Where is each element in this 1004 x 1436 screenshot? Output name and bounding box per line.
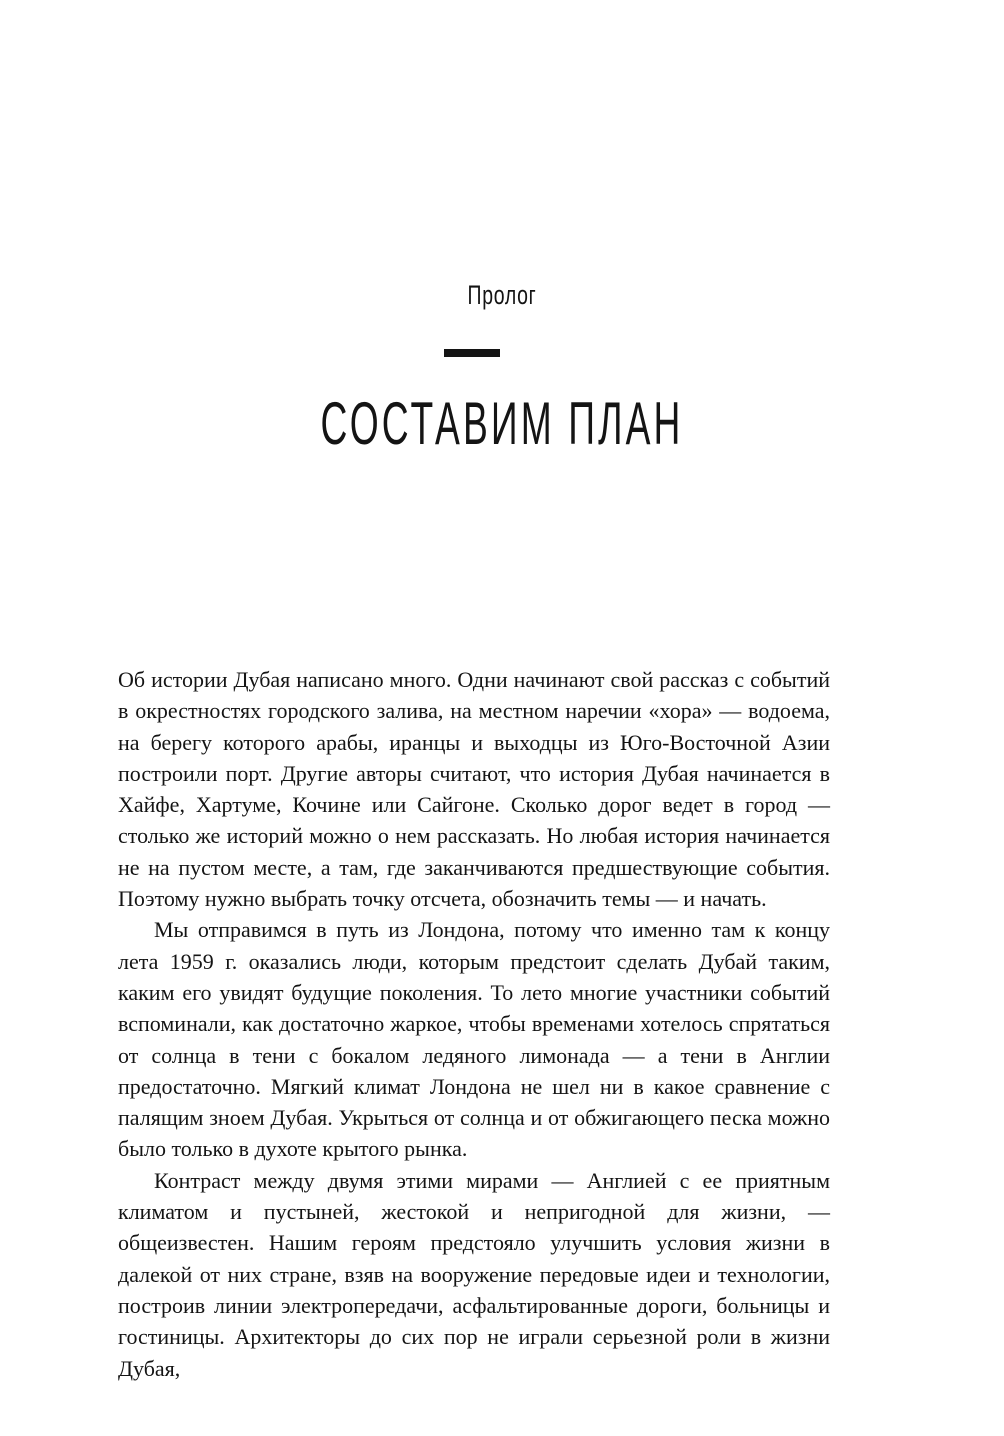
- paragraph-3: Контраст между двумя этими мирами — Англией с ее приятным климатом и пустыней, жестокой и непригодной для жизни, — общеизвестен. Нашим героям предстояло улучшить условия жизни в далекой от них стране, взяв на вооружение передовые идеи и технологии, построив линии электропередачи, асфальтированные дороги, больницы и гостиницы. Архитекторы до сих пор не играли серьезной роли в жизни Дубая,: [118, 1167, 830, 1381]
- body-text: [118, 664, 830, 1384]
- chapter-label: Пролог: [467, 280, 537, 310]
- paragraph-1: Об истории Дубая написано много. Одни начинают свой рассказ с событий в окрестностях городского залива, на местном наречии «хора» — водоема, на берегу которого арабы, иранцы и выходцы из Юго-Восточной Азии построили порт. Другие авторы считают, что история Дубая начинается в Хайфе, Хартуме, Кочине или Сайгоне. Сколько дорог ведет в город — столько же историй можно о нем рассказать. Но любая история начинается не на пустом месте, а там, где заканчиваются предшествующие события. Поэтому нужно выбрать точку отсчета, обозначить темы — и начать.: [118, 667, 830, 912]
- chapter-title: СОСТАВИМ ПЛАН: [320, 390, 684, 457]
- title-rule: [444, 349, 500, 357]
- paragraph-2: Мы отправимся в путь из Лондона, потому что именно там к концу лета 1959 г. оказались люди, которым предстоит сделать Дубай таким, каким его увидят будущие поколения. То лето многие участники событий вспоминали, как достаточно жаркое, чтобы временами хотелось спрятаться от солнца в тени с бокалом ледяного лимонада — а тени в Англии предостаточно. Мягкий климат Лондона не шел ни в какое сравнение с палящим зноем Дубая. Укрыться от солнца и от обжигающего песка можно было только в духоте крытого рынка.: [118, 917, 830, 1162]
